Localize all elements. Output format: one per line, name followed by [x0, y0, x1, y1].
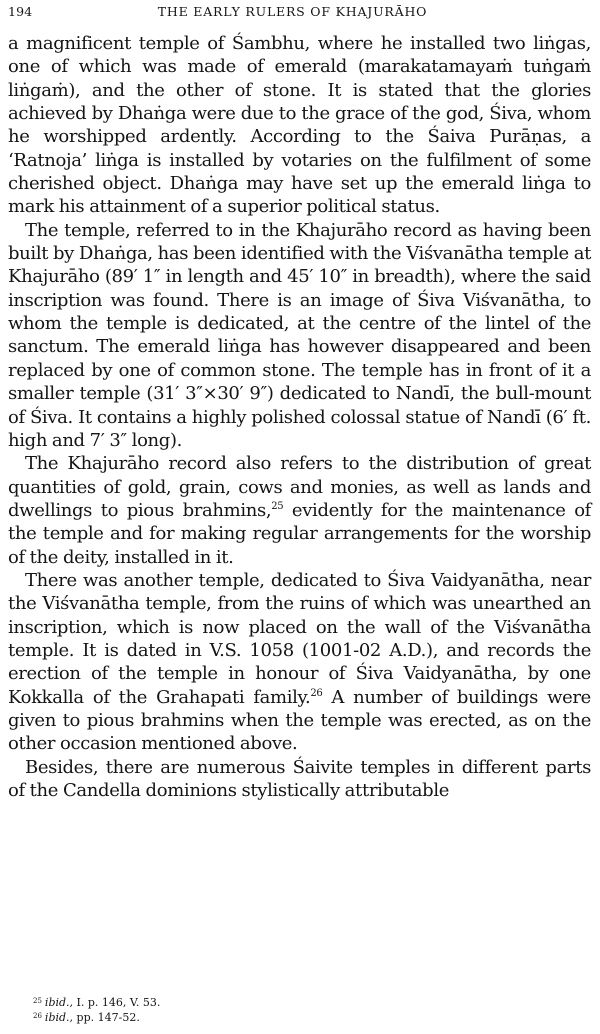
footnote: [33, 995, 160, 1010]
footnote-reference: 26: [310, 687, 323, 699]
footnote-number: 25: [33, 997, 42, 1005]
footnote: [33, 1010, 160, 1025]
footnote-ibid: ibid.,: [44, 1011, 74, 1024]
paragraph-text: A number of buildings were given to pious brahmins when the temple was erected, as on the other occasion mentioned above.: [8, 686, 591, 755]
paragraph: [8, 756, 591, 803]
footnote-number: 26: [33, 1012, 42, 1020]
page-header: [8, 4, 591, 26]
paragraph-text: Besides, there are numerous Śaivite temples in different parts of the Candella dominions stylistically attributable: [8, 756, 591, 801]
footnote-reference: 25: [271, 500, 284, 512]
paragraph: [8, 569, 591, 756]
paragraph: [8, 452, 591, 569]
paragraph: [8, 32, 591, 219]
paragraph-text: evidently for the maintenance of the temple and for making regular arrangements for the worship of the deity, installed in it.: [8, 499, 591, 568]
page-number: 194: [8, 4, 33, 19]
paragraph: [8, 219, 591, 452]
paragraph-text: The Khajurāho record also refers to the distribution of great quantities of gold, grain, cows and monies, as well as lands and dwellings to pious brahmins,: [8, 453, 591, 521]
footnote-text: I. p. 146, V. 53.: [73, 996, 161, 1009]
body-text: [8, 32, 591, 802]
footnotes: [33, 995, 160, 1025]
running-head: THE EARLY RULERS OF KHAJURĀHO: [157, 4, 428, 19]
paragraph-text: The temple, referred to in the Khajurāho record as having been built by Dhaṅga, has been identified with the Viśvanātha temple at Khajurāho (89′ 1″ in length and 45′ 10″ in breadth), where the said inscription was found. There is an image of Śiva Viśvanātha, to whom the temple is dedicated, at the centre of the lintel of the sanctum. The emerald liṅga has however disappeared and been replaced by one of common stone. The temple has in front of it a smaller temple (31′ 3″×30′ 9″) dedicated to Nandī, the bull-mount of Śiva. It contains a highly polished colossal statue of Nandī (6′ ft. high and 7′ 3″ long).: [8, 219, 591, 451]
paragraph-text: a magnificent temple of Śambhu, where he installed two liṅgas, one of which was made of emerald (marakatamayaṁ tuṅgaṁ liṅgaṁ), and the other of stone. It is stated that the glories achieved by Dhaṅga were due to the grace of the god, Śiva, whom he worshipped ardently. According to the Śaiva Purāṇas, a ‘Ratnoja’ liṅga is installed by votaries on the fulfilment of some cherished object. Dhaṅga may have set up the emerald liṅga to mark his attainment of a superior political status.: [8, 33, 591, 218]
paragraph-text: There was another temple, dedicated to Śiva Vaidyanātha, near the Viśvanātha temple, from the ruins of which was unearthed an inscription, which is now placed on the wall of the Viśvanātha temple. It is dated in V.S. 1058 (1001-02 A.D.), and records the erection of the temple in honour of Śiva Vaidyanātha, by one Kokkalla of the Grahapati family.: [8, 569, 591, 708]
footnote-text: pp. 147-52.: [73, 1011, 140, 1024]
footnote-ibid: ibid.,: [44, 996, 74, 1009]
